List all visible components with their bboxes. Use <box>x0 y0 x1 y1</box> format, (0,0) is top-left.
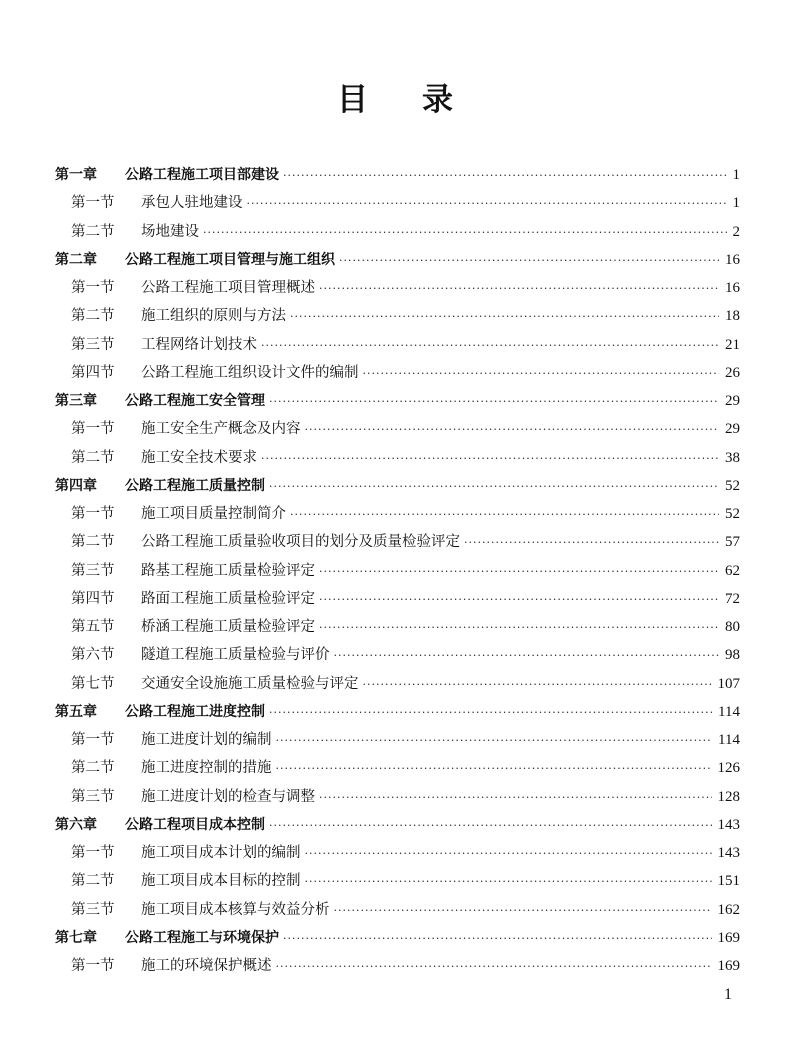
toc-entry-page: 72 <box>725 590 740 607</box>
toc-entry-number: 第一节 <box>71 280 115 296</box>
toc-entry-page: 114 <box>718 703 740 720</box>
toc-chapter-row[interactable] <box>55 698 740 726</box>
toc-entry-title: 施工安全技术要求 <box>141 449 257 466</box>
dot-leader <box>305 840 712 868</box>
dot-leader <box>319 614 719 642</box>
toc-entry-number: 第二节 <box>71 308 115 325</box>
dot-leader <box>305 416 720 444</box>
toc-section-row[interactable] <box>55 500 740 528</box>
toc-entry-title: 路面工程施工质量检验评定 <box>141 590 315 607</box>
toc-section-row[interactable] <box>55 952 740 980</box>
toc-section-row[interactable] <box>55 867 740 895</box>
toc-section-row[interactable] <box>55 613 740 641</box>
toc-entry-page: 52 <box>725 477 740 494</box>
toc-entry-number: 第三节 <box>71 562 115 579</box>
toc-section-row[interactable] <box>55 274 740 302</box>
toc-entry-title: 公路工程施工项目管理与施工组织 <box>125 251 335 268</box>
toc-section-row[interactable] <box>55 896 740 924</box>
toc-entry-number: 第六章 <box>55 816 97 833</box>
toc-entry-number: 第一章 <box>55 167 97 183</box>
toc-entry-page: 107 <box>717 675 740 692</box>
dot-leader <box>269 388 719 416</box>
toc-entry-title: 公路工程施工与环境保护 <box>125 929 279 946</box>
toc-entry-number: 第一节 <box>71 195 115 212</box>
toc-entry-title: 施工项目成本目标的控制 <box>141 873 301 890</box>
toc-entry-title: 公路工程施工进度控制 <box>125 703 265 720</box>
toc-entry-number: 第一节 <box>71 732 115 748</box>
toc-entry-number: 第二章 <box>55 251 97 268</box>
toc-entry-page: 62 <box>725 562 740 579</box>
dot-leader <box>290 501 719 529</box>
toc-entry-number: 第一节 <box>71 958 115 974</box>
toc-entry-page: 57 <box>725 534 740 551</box>
toc-entry-title: 公路工程项目成本控制 <box>125 816 265 833</box>
toc-entry-title: 桥涵工程施工质量检验评定 <box>141 619 315 635</box>
toc-entry-page: 52 <box>725 506 740 522</box>
toc-entry-page: 126 <box>717 760 740 777</box>
toc-entry-page: 98 <box>725 647 740 664</box>
dot-leader <box>319 586 719 614</box>
dot-leader <box>269 473 719 501</box>
toc-section-row[interactable] <box>55 415 740 443</box>
dot-leader <box>319 784 712 812</box>
toc-entry-title: 公路工程施工项目管理概述 <box>141 280 315 296</box>
toc-entry-title: 路基工程施工质量检验评定 <box>141 562 315 579</box>
toc-entry-page: 38 <box>725 449 740 466</box>
toc-entry-title: 施工项目质量控制简介 <box>141 506 286 522</box>
toc-chapter-row[interactable] <box>55 246 740 274</box>
toc-entry-number: 第七章 <box>55 929 97 946</box>
toc-section-row[interactable] <box>55 528 740 556</box>
toc-section-row[interactable] <box>55 302 740 330</box>
toc-entry-number: 第二节 <box>71 223 115 240</box>
toc-section-row[interactable] <box>55 557 740 585</box>
toc-entry-page: 21 <box>725 336 740 353</box>
toc-entry-page: 169 <box>717 958 740 974</box>
dot-leader <box>276 727 713 755</box>
toc-entry-title: 施工的环境保护概述 <box>141 958 272 974</box>
toc-entry-title: 工程网络计划技术 <box>141 336 257 353</box>
toc-entry-title: 施工项目成本核算与效益分析 <box>141 901 330 918</box>
toc-entry-page: 2 <box>732 223 740 240</box>
page-number: 1 <box>724 986 732 1003</box>
toc-entry-page: 29 <box>725 393 740 409</box>
toc-entry-title: 施工组织的原则与方法 <box>141 308 286 325</box>
toc-entry-number: 第五节 <box>71 619 115 635</box>
toc-entry-page: 143 <box>717 816 740 833</box>
toc-entry-title: 施工安全生产概念及内容 <box>141 421 301 438</box>
toc-entry-title: 公路工程施工项目部建设 <box>125 167 279 183</box>
toc-entry-page: 151 <box>717 873 740 890</box>
toc-section-row[interactable] <box>55 331 740 359</box>
dot-leader <box>363 360 720 388</box>
dot-leader <box>290 303 719 331</box>
toc-entry-page: 1 <box>732 195 740 212</box>
toc-entry-page: 80 <box>725 619 740 635</box>
toc-entry-page: 169 <box>717 929 740 946</box>
toc-section-row[interactable] <box>55 444 740 472</box>
toc-section-row[interactable] <box>55 783 740 811</box>
dot-leader <box>261 332 719 360</box>
toc-entry-title: 施工进度计划的编制 <box>141 732 272 748</box>
toc-entry-number: 第二节 <box>71 534 115 551</box>
toc-entry-number: 第一节 <box>71 506 115 522</box>
toc-section-row[interactable] <box>55 670 740 698</box>
toc-entry-number: 第四章 <box>55 477 97 494</box>
toc-section-row[interactable] <box>55 726 740 754</box>
toc-entry-title: 公路工程施工质量验收项目的划分及质量检验评定 <box>141 534 460 551</box>
dot-leader <box>269 699 712 727</box>
toc-entry-title: 场地建设 <box>141 223 199 240</box>
dot-leader <box>247 190 727 218</box>
page-title: 目录 <box>337 82 507 118</box>
toc-section-row[interactable] <box>55 839 740 867</box>
toc-chapter-row[interactable] <box>55 811 740 839</box>
toc-entry-page: 16 <box>725 251 740 268</box>
dot-leader <box>334 642 720 670</box>
dot-leader <box>269 812 712 840</box>
toc-entry-title: 公路工程施工质量控制 <box>125 477 265 494</box>
toc-entry-page: 114 <box>718 732 740 748</box>
toc-entry-title: 公路工程施工安全管理 <box>125 393 265 409</box>
dot-leader <box>464 529 719 557</box>
toc-entry-number: 第七节 <box>71 675 115 692</box>
toc-entry-number: 第四节 <box>71 364 115 381</box>
toc-chapter-row[interactable] <box>55 924 740 952</box>
toc-entry-title: 交通安全设施施工质量检验与评定 <box>141 675 359 692</box>
toc-entry-number: 第四节 <box>71 590 115 607</box>
dot-leader <box>334 897 712 925</box>
toc-entry-number: 第二节 <box>71 760 115 777</box>
toc-entry-page: 128 <box>717 788 740 805</box>
toc-entry-number: 第五章 <box>55 703 97 720</box>
toc-section-row[interactable] <box>55 218 740 246</box>
toc-entry-number: 第三章 <box>55 393 97 409</box>
toc-entry-title: 施工进度计划的检查与调整 <box>141 788 315 805</box>
toc-entry-page: 162 <box>717 901 740 918</box>
toc-entry-number: 第六节 <box>71 647 115 664</box>
toc-entry-number: 第一节 <box>71 421 115 438</box>
table-of-contents <box>55 161 740 980</box>
dot-leader <box>305 868 712 896</box>
dot-leader <box>283 925 712 953</box>
toc-entry-number: 第三节 <box>71 788 115 805</box>
dot-leader <box>203 219 727 247</box>
toc-entry-page: 1 <box>732 167 740 183</box>
toc-entry-number: 第三节 <box>71 901 115 918</box>
toc-chapter-row[interactable] <box>55 472 740 500</box>
toc-entry-number: 第二节 <box>71 449 115 466</box>
dot-leader <box>339 247 719 275</box>
toc-entry-title: 施工项目成本计划的编制 <box>141 845 301 861</box>
dot-leader <box>276 953 712 981</box>
toc-section-row[interactable] <box>55 359 740 387</box>
toc-chapter-row[interactable] <box>55 161 740 189</box>
dot-leader <box>283 162 727 190</box>
toc-entry-title: 公路工程施工组织设计文件的编制 <box>141 364 359 381</box>
dot-leader <box>276 755 712 783</box>
toc-entry-page: 16 <box>725 280 740 296</box>
dot-leader <box>363 671 712 699</box>
toc-section-row[interactable] <box>55 641 740 669</box>
toc-entry-number: 第二节 <box>71 873 115 890</box>
toc-entry-number: 第一节 <box>71 845 115 861</box>
dot-leader <box>261 445 719 473</box>
toc-section-row[interactable] <box>55 754 740 782</box>
dot-leader <box>319 558 719 586</box>
toc-section-row[interactable] <box>55 585 740 613</box>
toc-chapter-row[interactable] <box>55 387 740 415</box>
toc-entry-title: 隧道工程施工质量检验与评价 <box>141 647 330 664</box>
toc-entry-title: 承包人驻地建设 <box>141 195 243 212</box>
toc-entry-number: 第三节 <box>71 336 115 353</box>
toc-entry-page: 143 <box>717 845 740 861</box>
toc-entry-page: 29 <box>725 421 740 438</box>
toc-section-row[interactable] <box>55 189 740 217</box>
toc-entry-title: 施工进度控制的措施 <box>141 760 272 777</box>
toc-entry-page: 26 <box>725 364 740 381</box>
dot-leader <box>319 275 719 303</box>
toc-entry-page: 18 <box>725 308 740 325</box>
